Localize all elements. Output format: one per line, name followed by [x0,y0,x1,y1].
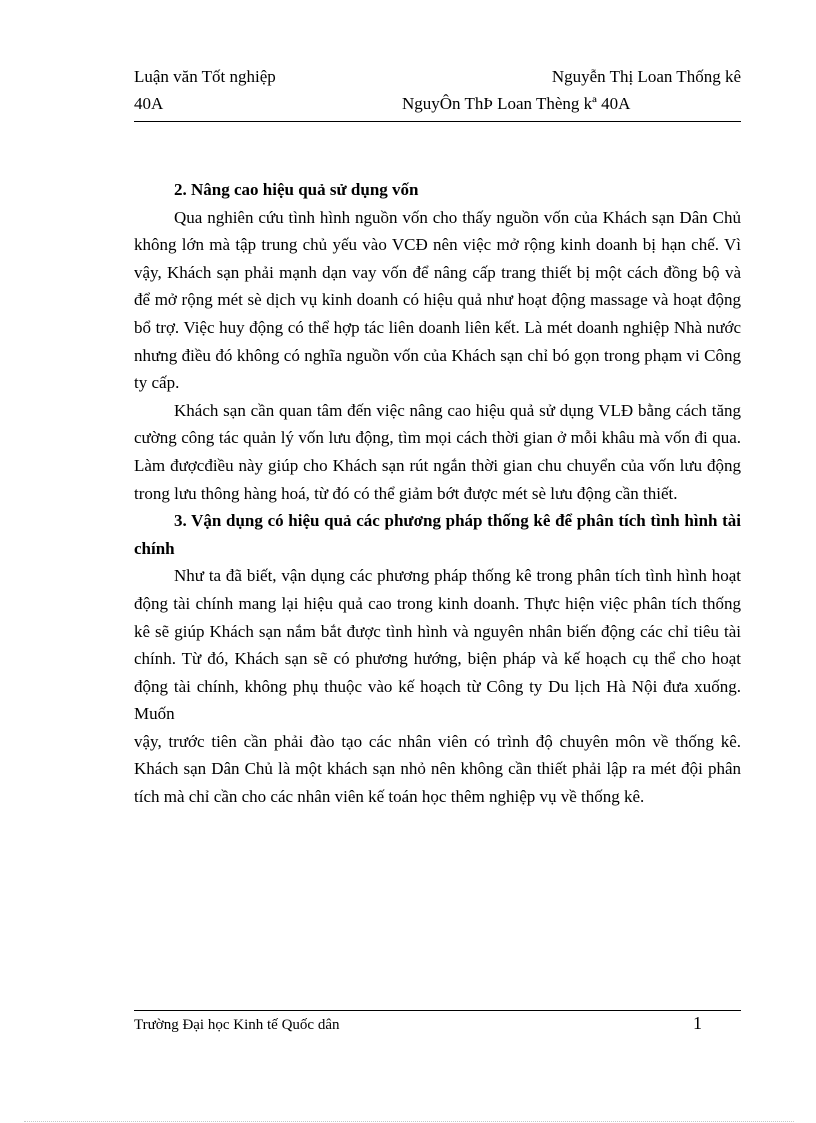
header-thesis-label: Luận văn Tốt nghiệp [134,67,276,86]
page-number: 1 [693,1013,702,1033]
paragraph: Như ta đã biết, vận dụng các phương pháp thống kê trong phân tích tình hình hoạt động tài chính mang lại hiệu quả cao trong kinh doanh. Thực hiện việc phân tích thống kê sẽ giúp Khách sạn nắm bắt được tình hình và nguyên nhân biến động các chỉ tiêu tài chính. Từ đó, Khách sạn sẽ có phương hướng, biện pháp và kế hoạch cụ thể cho hoạt động tài chính, không phụ thuộc vào kế hoạch từ Công ty Du lịch Hà Nội đưa xuống. Muốn [134,566,741,724]
section-heading: 3. Vận dụng có hiệu quả các phương pháp thống kê để phân tích tình hình tài chính [134,511,741,558]
footer-school: Trường Đại học Kinh tế Quốc dân [134,1017,340,1033]
header-author: Nguyễn Thị Loan Thống kê [551,67,741,86]
section-heading: 2. Nâng cao hiệu quả sử dụng vốn [174,180,419,199]
paragraph: Qua nghiên cứu tình hình nguồn vốn cho thấy nguồn vốn của Khách sạn Dân Chủ không lớn mà tập trung chủ yếu vào VCĐ nên việc mở rộng kinh doanh bị hạn chế. Vì vậy, Khách sạn phải mạnh dạn vay vốn để nâng cấp trang thiết bị một cách đồng bộ và để mở rộng mét sè dịch vụ kinh doanh có hiệu quả như hoạt động massage và hoạt động bổ trợ. Việc huy động có thể hợp tác liên doanh liên kết. Là mét doanh nghiệp Nhà nước nhưng điều đó không có nghĩa nguồn vốn của Khách sạn chỉ bó gọn trong phạm vi Công ty cấp. [134,207,741,393]
paragraph: Khách sạn cần quan tâm đến việc nâng cao hiệu quả sử dụng VLĐ bằng cách tăng cường công tác quản lý vốn lưu động, tìm mọi cách thời gian ở mỗi khâu mà vốn đi qua. Làm đượcđiều này giúp cho Khách sạn rút ngắn thời gian chu chuyển của vốn lưu động trong lưu thông hàng hoá, từ đó có thể giảm bớt được mét sè lưu động cần thiết. [134,400,741,503]
header-class: 40A [134,94,164,113]
header-author-garbled: NguyÔn ThÞ Loan Thèng kª 40A [402,94,631,113]
paragraph: vậy, trước tiên cần phải đào tạo các nhân viên có trình độ chuyên môn về thống kê. Khách sạn Dân Chủ là một khách sạn nhỏ nên không cần thiết phải lập ra mét đội phân tích mà chỉ cần cho các nhân viên kế toán học thêm nghiệp vụ về thống kê. [134,731,741,807]
footer-divider [134,1010,741,1011]
document-body [134,176,741,811]
page-edge [24,1121,794,1122]
header-divider [134,121,741,122]
